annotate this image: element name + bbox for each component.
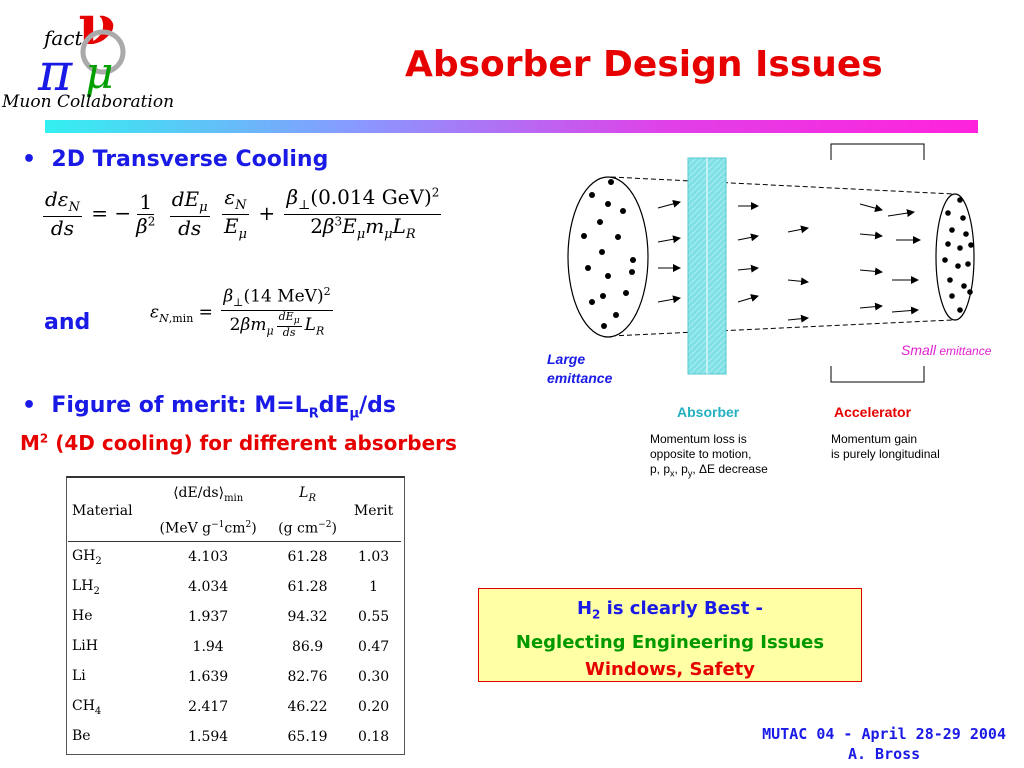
logo-top-text: fact: [44, 26, 83, 50]
header-LR: $L_R$ (g $cm^{-2}$): [278, 485, 337, 537]
absorber-table: [68, 480, 401, 752]
bullet-dot: •: [22, 147, 37, 172]
table-row: Li 1.639 82.76 0.30: [72, 668, 390, 686]
bullet-item-merit: • Figure of merit: $M=L_RdE_\mu/ds$: [22, 393, 396, 422]
header-merit: Merit: [353, 502, 394, 519]
conclusion-callout: [478, 588, 862, 682]
page-title: Absorber Design Issues: [405, 44, 883, 85]
equation-min-emittance: $\varepsilon_{N,min}$ = $\beta_\perp(14$ MeV)$^2$ $2\beta m_\mu$ $\frac{dE_\mu}{ds}$ $L_R$: [150, 285, 331, 340]
bullet-text: 2D Transverse Cooling: [51, 147, 329, 172]
table-row: $LH_2$ 4.034 61.28 1: [72, 578, 379, 597]
small-emittance-label: Small emittance: [901, 342, 992, 358]
callout-line-3: Windows, Safety: [584, 658, 756, 680]
and-label: and: [44, 310, 91, 335]
accelerator-label: Accelerator: [834, 404, 912, 420]
table-row: $CH_4$ 2.417 46.22 0.20: [72, 698, 390, 717]
absorber-description: Momentum loss is opposite to motion, p, $p_x$, $p_y$, ΔE decrease: [650, 432, 768, 479]
callout-line-1: $H_2$ is clearly Best -: [576, 598, 764, 622]
title-divider: [45, 120, 978, 133]
table-row: $GH_2$ 4.103 61.28 1.03: [72, 548, 390, 567]
logo-pi: π: [38, 43, 73, 103]
header-material: Material: [72, 502, 133, 519]
footer-event: MUTAC 04 - April 28-29 2004: [762, 725, 1006, 743]
large-emittance-label: Large emittance: [547, 351, 613, 386]
bullet-item: [22, 147, 328, 172]
footer-author: A. Bross: [847, 745, 921, 763]
table-row: He 1.937 94.32 0.55: [72, 608, 390, 626]
footer: [762, 724, 1006, 764]
equation-emittance-rate: $\frac{d\varepsilon_N}{ds}$ = − $\frac{1}{\beta^2}$ $\frac{dE_\mu}{ds}$ $\frac{\varepsilon_N}{E_\mu}$ + $\frac{\beta_\perp(0.014 GeV)^2}{2\beta^3E_\mu m_\mu L_R}$: [45, 185, 440, 242]
logo-mu: μ: [85, 48, 114, 99]
logo: [0, 0, 190, 118]
table-row: Be 1.594 65.19 0.18: [72, 728, 390, 746]
absorber-label: Absorber: [677, 404, 740, 420]
logo-bottom-text: Muon Collaboration: [2, 92, 175, 112]
merit-subtitle: $M^2$ (4D cooling) for different absorbers: [20, 431, 457, 455]
logo-nu: ν: [78, 0, 116, 57]
bullet-dot: •: [22, 393, 37, 418]
callout-line-2: Neglecting Engineering Issues: [515, 631, 825, 653]
header-dEds: $⟨dE/ds⟩_{min}$ (MeV $g^{-1}cm^2$): [159, 485, 257, 537]
table-row: LiH 1.94 86.9 0.47: [72, 638, 390, 656]
accelerator-description: Momentum gain is purely longitudinal: [831, 432, 940, 461]
small-emittance-ellipse: [936, 194, 974, 320]
